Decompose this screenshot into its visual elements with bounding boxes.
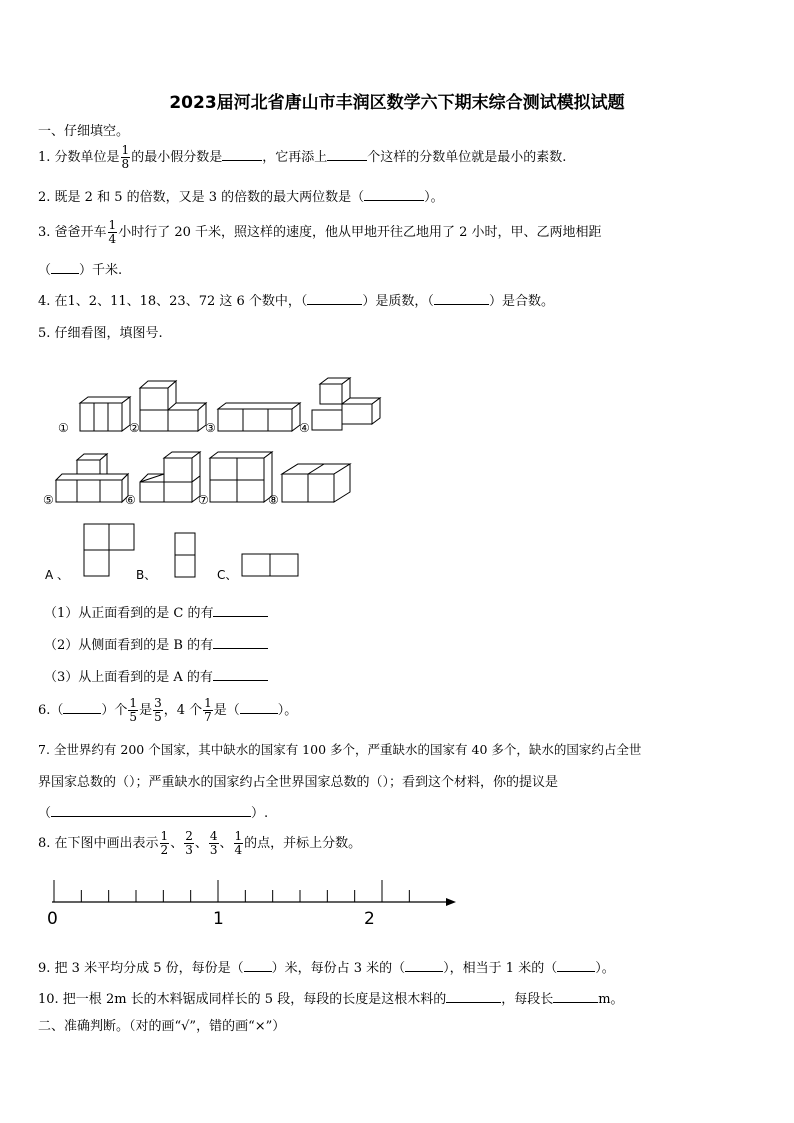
question-3-line2: （ ）千米. <box>38 263 123 278</box>
view-a <box>84 524 134 576</box>
answer-blank[interactable] <box>446 990 501 1003</box>
fraction: $\frac{1}{2}$ <box>160 829 169 857</box>
question-5-sub-3: （3）从上面看到的是 A 的有 <box>44 666 268 685</box>
figure-label: ③ <box>205 421 216 435</box>
figure-4 <box>312 378 380 430</box>
axis-tick-label: 0 <box>47 909 58 929</box>
answer-blank[interactable] <box>51 261 79 274</box>
figure-label: ⑦ <box>198 493 209 507</box>
section-2-heading: 二、准确判断。（对的画“√”，错的画“×”） <box>38 1019 286 1034</box>
figure-label: ⑧ <box>268 493 279 507</box>
answer-blank[interactable] <box>307 292 362 305</box>
figure-label: ⑤ <box>43 493 54 507</box>
figure-8 <box>282 464 350 502</box>
answer-blank[interactable] <box>63 701 101 714</box>
figure-label: ② <box>129 421 140 435</box>
answer-blank[interactable] <box>240 701 278 714</box>
figure-7 <box>210 452 272 502</box>
answer-blank[interactable] <box>434 292 489 305</box>
answer-blank[interactable] <box>327 148 367 161</box>
answer-blank[interactable] <box>364 188 424 201</box>
view-label: A 、 <box>45 568 70 580</box>
axis-tick-label: 1 <box>213 909 224 929</box>
question-2: 2. 既是 2 和 5 的倍数，又是 3 的倍数的最大两位数是（ ）。 <box>38 190 444 205</box>
question-7-line-1: 7. 全世界约有 200 个国家，其中缺水的国家有 100 多个，严重缺水的国家有 40 多个，缺水的国家约占全世 <box>38 742 642 757</box>
fraction: $\frac{4}{3}$ <box>209 829 218 857</box>
axis-tick-label: 2 <box>364 909 375 929</box>
answer-blank[interactable] <box>213 668 268 681</box>
fraction: $\frac{1}{4}$ <box>234 829 243 857</box>
figure-2 <box>140 381 206 431</box>
number-line[interactable] <box>40 872 470 932</box>
question-9: 9. 把 3 米平均分成 5 份，每份是（ ）米，每份占 3 米的（ ），相当于 1 米的（ ）。 <box>38 961 615 976</box>
fraction: $\frac{1}{4}$ <box>108 218 117 246</box>
figure-6 <box>140 452 200 502</box>
answer-blank[interactable] <box>553 990 598 1003</box>
question-6: 6.（ ）个 $\frac{1}{5}$ 是 $\frac{3}{5}$ ，4 个 $\frac{1}{7}$ 是（ ）。 <box>38 696 298 724</box>
view-b <box>175 533 195 577</box>
answer-blank[interactable] <box>557 959 595 972</box>
fraction: $\frac{1}{5}$ <box>129 696 138 724</box>
figure-3 <box>218 403 300 431</box>
fraction: $\frac{1}{8}$ <box>121 143 130 171</box>
answer-blank[interactable] <box>51 804 251 817</box>
view-label: C、 <box>217 568 238 580</box>
answer-blank[interactable] <box>222 148 262 161</box>
question-4: 4. 在1、2、11、18、23、72 这 6 个数中，（ ）是质数，（ ）是合数。 <box>38 294 554 309</box>
figure-label: ⑥ <box>125 493 136 507</box>
question-5-sub-2: （2）从侧面看到的是 B 的有 <box>44 634 268 653</box>
view-c <box>242 554 298 576</box>
question-10: 10. 把一根 2m 长的木料锯成同样长的 5 段，每段的长度是这根木料的 ，每段长 m。 <box>38 992 624 1007</box>
section-1-heading: 一、仔细填空。 <box>38 124 130 139</box>
answer-blank[interactable] <box>213 636 268 649</box>
answer-blank[interactable] <box>405 959 443 972</box>
question-5-sub-1: （1）从正面看到的是 C 的有 <box>44 602 268 621</box>
figure-5 <box>56 454 128 502</box>
fraction: $\frac{3}{5}$ <box>154 696 162 724</box>
figure-label: ① <box>58 421 69 435</box>
fraction: $\frac{2}{3}$ <box>185 829 193 857</box>
cube-figures <box>40 370 400 580</box>
figure-label: ④ <box>299 421 310 435</box>
view-label: B、 <box>136 568 157 580</box>
fraction: $\frac{1}{7}$ <box>204 696 212 724</box>
page-title: 2023届河北省唐山市丰润区数学六下期末综合测试模拟试题 <box>169 93 625 113</box>
answer-blank[interactable] <box>213 604 268 617</box>
question-7-line-3: （ ）. <box>38 806 269 821</box>
question-1: 1. 分数单位是 $\frac{1}{8}$ 的最小假分数是 ，它再添上 个这样的分数单位就是最小的素数. <box>38 143 567 171</box>
figure-1 <box>80 397 130 431</box>
question-8: 8. 在下图中画出表示 $\frac{1}{2}$ 、 $\frac{2}{3}$ 、 $\frac{4}{3}$ 、 $\frac{1}{4}$ 的点，并标上分数。 <box>38 829 362 857</box>
question-3: 3. 爸爸开车 $\frac{1}{4}$ 小时行了 20 千米，照这样的速度，他从甲地开往乙地用了 2 小时，甲、乙两地相距 <box>38 218 602 246</box>
answer-blank[interactable] <box>244 959 272 972</box>
question-7-line-2: 界国家总数的（）；严重缺水的国家约占全世界国家总数的（）；看到这个材料，你的提议是 <box>38 775 559 790</box>
question-5: 5. 仔细看图，填图号. <box>38 326 163 341</box>
